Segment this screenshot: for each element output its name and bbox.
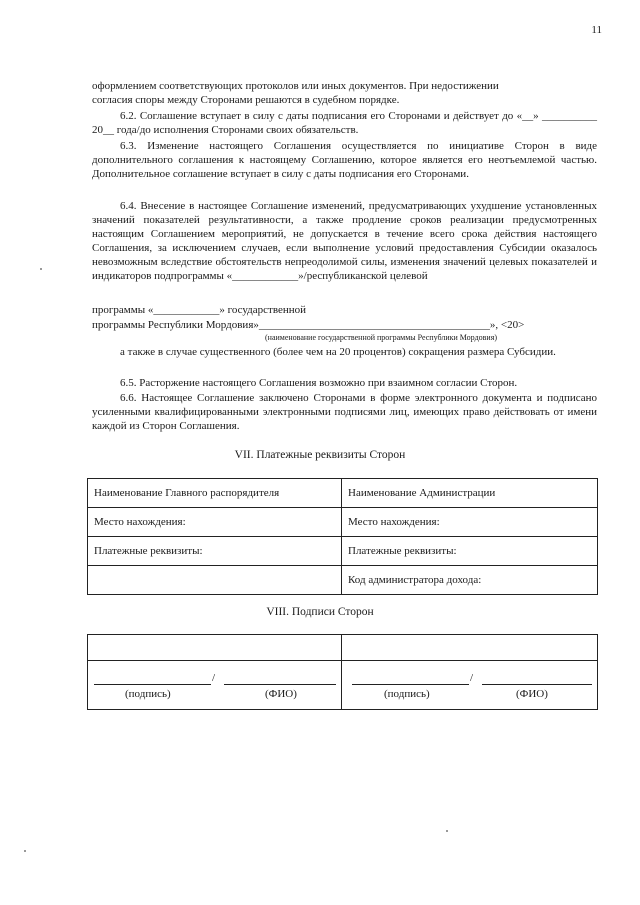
signature-line [94,684,211,685]
table-row [88,661,598,710]
page-number: 11 [591,24,602,36]
signature-caption: (подпись) [384,688,430,700]
slash: / [470,672,474,684]
payment-details-table [87,478,598,595]
paragraph-6-4-end: а также в случае существенного (более чем на 20 процентов) сокращения размера Субсидии. [120,346,556,358]
table-cell [88,661,342,710]
table-row [88,635,598,661]
table-cell: Наименование Администрации [342,479,598,508]
paragraph-6-4: 6.4. Внесение в настоящее Соглашение изменений, предусматривающих ухудшение установленных значений показателей результативности, а также продление сроков реализации предусмотренных настоящим Соглашением мероприятий, не допускается в течение всего срока действия настоящего Соглашения, за исключением случаев, если выполнение условий предоставления Субсидии оказалось невозможным вследствие обстоятельств непреодолимой силы, изменения значений целевых показателей и индикаторов подпрограммы «____________»/республиканской целевой [92,200,597,282]
table-cell: Платежные реквизиты: [88,537,342,566]
signature-line [352,684,469,685]
table-cell: Место нахождения: [342,508,598,537]
table-cell: Наименование Главного распорядителя [88,479,342,508]
table-cell: Код администратора дохода: [342,566,598,595]
table-row [88,479,598,508]
text-line-disputes: согласия споры между Сторонами решаются в судебном порядке. [92,94,400,106]
paragraph-6-2: 6.2. Соглашение вступает в силу с даты подписания его Сторонами и действует до «__» __________ 20__ года/до исполнения Сторонами своих обязательств. [92,110,597,136]
paragraph-6-3: 6.3. Изменение настоящего Соглашения осуществляется по инициативе Сторон в виде дополнительного соглашения к настоящему Соглашению, которое является его неотъемлемой частью. Дополнительное соглашение вступает в силу с даты подписания его Сторонами. [92,140,597,180]
paragraph-6-4-state-program-line: программы Республики Мордовия»__________________________________________», <20> [92,319,525,331]
table-cell [342,635,598,661]
paragraph-6-6: 6.6. Настоящее Соглашение заключено Сторонами в форме электронного документа и подписано усиленными квалифицированными электронными подписями лиц, имеющих право действовать от имени каждой из Сторон Соглашения. [92,392,597,432]
scan-speck [40,268,42,270]
fio-line [224,684,336,685]
table-cell [88,566,342,595]
section-7-title: VII. Платежные реквизиты Сторон [234,449,406,461]
section-8-title: VIII. Подписи Сторон [266,606,374,618]
slash: / [212,672,216,684]
table-row [88,566,598,595]
table-cell: Платежные реквизиты: [342,537,598,566]
text-line-continuation: оформлением соответствующих протоколов или иных документов. При недостижении [92,80,499,92]
table-cell: Место нахождения: [88,508,342,537]
table-cell [342,661,598,710]
fio-caption: (ФИО) [516,688,548,700]
table-row [88,508,598,537]
table-row [88,537,598,566]
paragraph-6-5: 6.5. Расторжение настоящего Соглашения возможно при взаимном согласии Сторон. [120,377,518,389]
fio-caption: (ФИО) [265,688,297,700]
paragraph-6-4-program-line: программы «____________» государственной [92,304,306,316]
program-name-caption: (наименование государственной программы Республики Мордовия) [265,333,498,342]
signature-caption: (подпись) [125,688,171,700]
fio-line [482,684,592,685]
scan-speck [24,850,26,852]
scan-speck [446,830,448,832]
table-cell [88,635,342,661]
